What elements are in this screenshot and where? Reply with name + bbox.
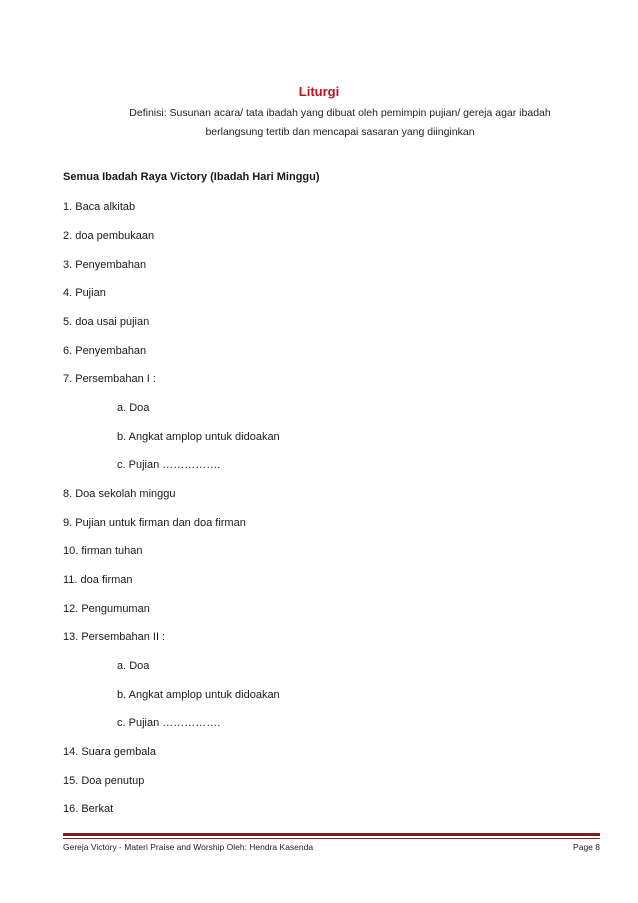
list-item: 11. doa firman [63, 574, 133, 586]
list-item: 8. Doa sekolah minggu [63, 488, 176, 500]
footer-text: Gereja Victory - Materi Praise and Worship Oleh: Hendra Kasenda [63, 842, 314, 852]
list-item: 9. Pujian untuk firman dan doa firman [63, 517, 246, 529]
footer-divider-thin [63, 838, 600, 839]
list-item: 16. Berkat [63, 803, 114, 815]
list-item: 12. Pengumuman [63, 603, 150, 615]
list-item: 15. Doa penutup [63, 775, 145, 787]
sub-list-item: a. Doa [117, 660, 150, 672]
list-item: 6. Penyembahan [63, 345, 147, 357]
list-item: 7. Persembahan I : [63, 373, 156, 385]
list-item: 5. doa usai pujian [63, 316, 150, 328]
page-title: Liturgi [298, 84, 340, 99]
list-item: 2. doa pembukaan [63, 230, 155, 242]
sub-list-item: c. Pujian ……………. [117, 459, 221, 471]
list-item: 3. Penyembahan [63, 259, 147, 271]
definition-text [90, 104, 590, 142]
sub-list-item: a. Doa [117, 402, 150, 414]
sub-list-item: c. Pujian ……………. [117, 717, 221, 729]
sub-list-item: b. Angkat amplop untuk didoakan [117, 689, 280, 701]
page-number: Page 8 [573, 842, 600, 852]
definition-line-1: Definisi: Susunan acara/ tata ibadah yang dibuat oleh pemimpin pujian/ gereja agar ibadah [129, 107, 551, 119]
definition-line-2: berlangsung tertib dan mencapai sasaran yang diinginkan [205, 126, 475, 138]
section-heading: Semua Ibadah Raya Victory (Ibadah Hari Minggu) [63, 171, 320, 183]
sub-list-item: b. Angkat amplop untuk didoakan [117, 431, 280, 443]
list-item: 13. Persembahan II : [63, 631, 166, 643]
list-item: 4. Pujian [63, 287, 106, 299]
list-item: 14. Suara gembala [63, 746, 156, 758]
list-item: 1. Baca alkitab [63, 201, 136, 213]
list-item: 10. firman tuhan [63, 545, 143, 557]
footer-divider [63, 833, 600, 836]
